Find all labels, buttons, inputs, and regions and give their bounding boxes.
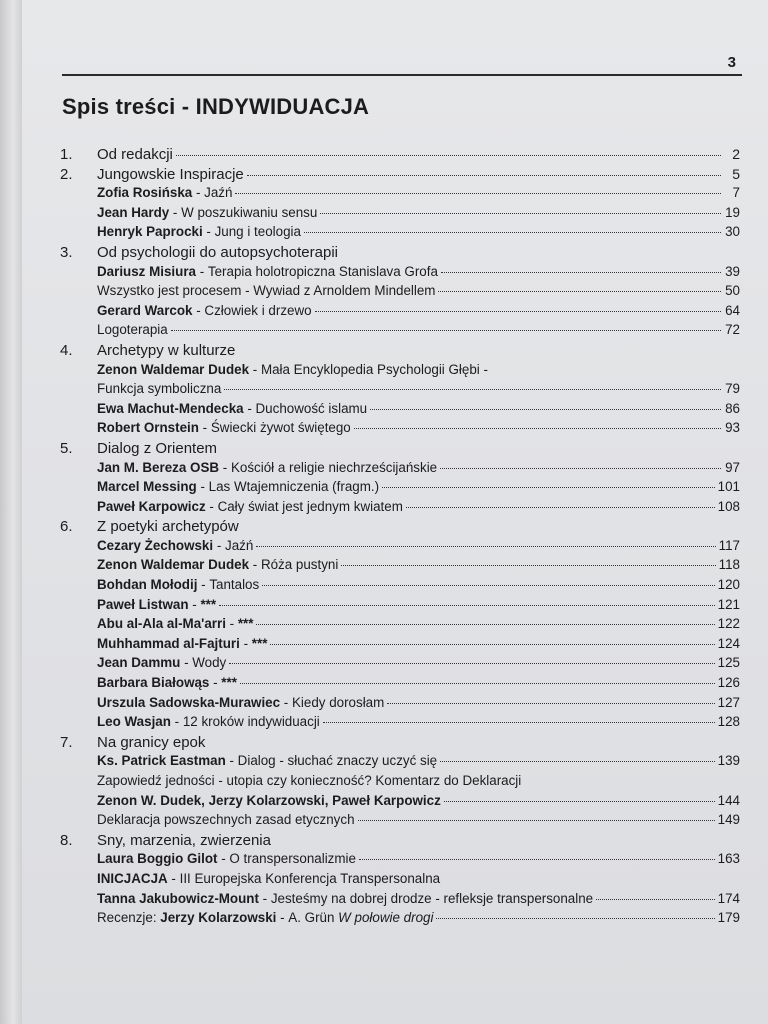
entry-page: 122 (717, 616, 740, 632)
entry-separator: - (239, 635, 252, 651)
toc-entry (60, 224, 740, 244)
toc-entry (60, 636, 740, 656)
entry-page: 64 (725, 302, 740, 318)
entry-author: Laura Boggio Gilot (97, 851, 218, 867)
entry-author: Paweł Listwan (97, 596, 189, 612)
entry-separator: - (249, 557, 261, 573)
entry-title: Człowiek i drzewo (204, 302, 312, 318)
toc-entry (60, 616, 740, 636)
dot-leader (219, 605, 715, 606)
entry-page: 179 (717, 910, 740, 926)
entry-page: 39 (725, 263, 740, 279)
section-number: 2. (60, 165, 73, 183)
entry-title: Mała Encyklopedia Psychologii Głębi - (260, 361, 488, 377)
entry-author: Zenon Waldemar Dudek (97, 557, 250, 573)
toc-section (60, 440, 740, 460)
entry-page: 127 (717, 694, 740, 710)
header-rule (62, 74, 742, 76)
section-number: 4. (60, 341, 73, 359)
toc-section (60, 832, 740, 852)
section-number: 3. (60, 243, 73, 261)
section-title: Archetypy w kulturze (97, 341, 236, 359)
entry-author: Jean Dammu (97, 655, 181, 671)
entry-separator: - (198, 420, 211, 436)
entry-separator: - (167, 870, 180, 886)
entry-page: 101 (717, 479, 740, 495)
toc-entry (60, 675, 740, 695)
entry-author: Zenon Waldemar Dudek (97, 361, 250, 377)
entry-separator: - (243, 400, 256, 416)
entry-title: Wszystko jest procesem - Wywiad z Arnoldem Mindellem (97, 283, 436, 299)
entry-separator: - (197, 577, 210, 593)
entry-page: 86 (725, 400, 740, 416)
entry-author: Jean Hardy (97, 204, 170, 220)
toc-entry (60, 773, 740, 793)
entry-title: *** (200, 596, 217, 612)
entry-title: Zapowiedź jedności - utopia czy konieczność? Komentarz do Deklaracji (97, 773, 522, 788)
entry-author: Zenon W. Dudek, Jerzy Kolarzowski, Paweł Karpowicz (97, 792, 441, 808)
dot-leader (441, 272, 721, 273)
dot-leader (438, 291, 721, 292)
book-page (22, 0, 768, 1024)
dot-leader (262, 585, 714, 586)
entry-title: W poszukiwaniu sensu (181, 204, 318, 220)
toc-entry (60, 577, 740, 597)
dot-leader (256, 624, 714, 625)
entry-italic-title: W połowie drogi (338, 910, 434, 926)
toc-section (60, 518, 740, 538)
dot-leader (596, 899, 715, 900)
section-title: Dialog z Orientem (97, 439, 218, 457)
entry-page: 79 (725, 381, 740, 397)
entry-separator: - (225, 753, 238, 769)
entry-title: Las Wtajemniczenia (fragm.) (208, 479, 380, 495)
entry-page: 108 (717, 498, 740, 514)
entry-title: Cały świat jest jednym kwiatem (217, 498, 403, 514)
toc-entry (60, 460, 740, 480)
toc-entry (60, 303, 740, 323)
toc-entry (60, 264, 740, 284)
entry-separator: - (217, 851, 230, 867)
entry-page: 7 (732, 185, 740, 201)
dot-leader (229, 663, 714, 664)
entry-author: Dariusz Misiura (97, 263, 196, 279)
dot-leader (341, 565, 715, 566)
entry-page: 50 (725, 283, 740, 299)
entry-author: Jan M. Bereza OSB (97, 459, 220, 475)
entry-title: *** (221, 675, 237, 691)
entry-author: Paweł Karpowicz (97, 498, 206, 514)
entry-separator: - (180, 655, 193, 671)
page-number: 3 (727, 54, 736, 71)
section-page: 2 (732, 146, 740, 162)
entry-title: Świecki żywot świętego (210, 420, 351, 436)
entry-title: Kiedy dorosłam (291, 694, 385, 710)
entry-separator: - (276, 910, 289, 926)
dot-leader (359, 859, 715, 860)
toc-entry (60, 695, 740, 715)
dot-leader (354, 428, 721, 429)
section-number: 8. (60, 831, 73, 849)
page-title: Spis treści - INDYWIDUACJA (62, 94, 370, 119)
toc-entry (60, 205, 740, 225)
entry-page: 93 (725, 420, 740, 436)
dot-leader (224, 389, 721, 390)
entry-author: Abu al-Ala al-Ma'arri (97, 616, 226, 632)
dot-leader (235, 193, 721, 194)
section-page: 5 (732, 165, 740, 182)
entry-title: *** (237, 616, 254, 632)
toc-entry (60, 557, 740, 577)
entry-page: 124 (717, 635, 740, 651)
entry-title: O transpersonalizmie (229, 851, 356, 867)
toc-entry (60, 362, 740, 382)
toc-entry (60, 891, 740, 911)
entry-title: A. Grün (288, 910, 335, 926)
toc-section (60, 244, 740, 264)
section-number: 5. (60, 439, 73, 457)
entry-separator: - (195, 263, 208, 279)
section-number: 7. (60, 733, 73, 751)
entry-title: Jung i teologia (214, 224, 301, 240)
entry-separator: - (219, 459, 231, 475)
toc-entry (60, 479, 740, 499)
entry-author: Henryk Paprocki (97, 224, 203, 240)
toc-entry (60, 910, 740, 930)
toc-entry (60, 793, 740, 813)
entry-page: 126 (717, 675, 740, 691)
dot-leader (387, 703, 714, 704)
toc-entry (60, 812, 740, 832)
entry-page: 128 (717, 714, 740, 730)
toc-section (60, 146, 740, 166)
book-spine-edge (0, 0, 23, 1024)
toc-entry (60, 185, 740, 205)
entry-page: 121 (717, 596, 740, 612)
section-number: 1. (60, 146, 73, 163)
entry-author: Tanna Jakubowicz-Mount (97, 890, 259, 906)
entry-page: 30 (725, 224, 740, 240)
entry-title: 12 kroków indywiduacji (182, 714, 320, 730)
entry-author: Cezary Żechowski (97, 537, 214, 553)
entry-separator: - (213, 537, 226, 553)
entry-page: 144 (717, 792, 740, 808)
entry-title: Dialog - słuchać znaczy uczyć się (237, 753, 438, 769)
entry-separator: - (170, 714, 183, 730)
dot-leader (270, 644, 714, 645)
toc-section (60, 166, 740, 186)
section-number: 6. (60, 518, 73, 536)
toc-section (60, 342, 740, 362)
entry-separator: - (258, 890, 271, 906)
toc-entry (60, 714, 740, 734)
entry-separator: - (225, 616, 238, 632)
toc-entry (60, 499, 740, 519)
toc-entry (60, 753, 740, 773)
dot-leader (315, 311, 721, 312)
toc-entry (60, 401, 740, 421)
toc-entry (60, 381, 740, 401)
dot-leader (304, 232, 721, 233)
entry-author: Ewa Machut-Mendecka (97, 400, 244, 416)
dot-leader (358, 820, 715, 821)
entry-author: Jerzy Kolarzowski (160, 910, 277, 926)
dot-leader (382, 487, 715, 488)
section-title: Jungowskie Inspiracje (97, 165, 244, 183)
section-title: Na granicy epok (97, 733, 206, 751)
dot-leader (436, 918, 714, 919)
dot-leader (444, 801, 715, 802)
toc-entry (60, 871, 740, 891)
entry-author: Ks. Patrick Eastman (97, 753, 226, 769)
entry-title: Terapia holotropiczna Stanislava Grofa (207, 263, 438, 279)
entry-page: 120 (717, 577, 740, 593)
dot-leader (256, 546, 715, 547)
entry-separator: - (205, 498, 218, 514)
entry-separator: - (209, 675, 222, 691)
table-of-contents (60, 146, 740, 930)
entry-page: 174 (717, 890, 740, 906)
entry-title: Jesteśmy na dobrej drodze - refleksje transpersonalne (270, 890, 594, 906)
entry-author: Leo Wasjan (97, 714, 171, 730)
toc-section (60, 734, 740, 754)
entry-page: 125 (717, 655, 740, 671)
toc-entry (60, 420, 740, 440)
entry-separator: - (280, 694, 292, 710)
entry-title: *** (251, 635, 268, 651)
dot-leader (323, 722, 715, 723)
entry-author: Muhhammad al-Fajturi (97, 635, 240, 651)
entry-author: INICJACJA (97, 870, 168, 886)
entry-title: Deklaracja powszechnych zasad etycznych (97, 812, 355, 828)
dot-leader (406, 507, 715, 508)
entry-author: Gerard Warcok (97, 302, 193, 318)
entry-separator: - (192, 302, 205, 318)
entry-separator: - (196, 479, 209, 495)
entry-page: 118 (718, 557, 740, 573)
entry-page: 163 (717, 851, 740, 867)
dot-leader (171, 330, 721, 331)
section-title: Z poetyki archetypów (97, 518, 239, 536)
dot-leader (370, 409, 721, 410)
entry-separator: - (188, 596, 201, 612)
entry-title: Jaźń (204, 185, 233, 201)
entry-title: Jaźń (225, 537, 254, 553)
entry-prefix: Recenzje: (97, 910, 161, 926)
section-title: Od psychologii do autopsychoterapii (97, 243, 338, 261)
entry-title: Wody (192, 655, 227, 671)
entry-author: Robert Ornstein (97, 420, 199, 436)
toc-entry (60, 597, 740, 617)
entry-page: 97 (725, 459, 740, 475)
entry-page: 139 (717, 753, 740, 769)
dot-leader (176, 155, 721, 156)
section-title: Od redakcji (97, 146, 173, 163)
toc-entry (60, 655, 740, 675)
entry-title: Funkcja symboliczna (97, 381, 222, 397)
entry-author: Marcel Messing (97, 479, 197, 495)
entry-separator: - (202, 224, 215, 240)
entry-title: III Europejska Konferencja Transpersonalna (179, 870, 441, 886)
entry-page: 149 (717, 812, 740, 828)
dot-leader (440, 468, 721, 469)
dot-leader (247, 175, 721, 176)
dot-leader (440, 761, 715, 762)
entry-author: Bohdan Mołodij (97, 577, 198, 593)
entry-page: 72 (725, 322, 740, 338)
entry-separator: - (169, 204, 182, 220)
toc-entry (60, 538, 740, 558)
dot-leader (320, 213, 721, 214)
toc-entry (60, 283, 740, 303)
entry-title: Tantalos (209, 577, 260, 593)
entry-title: Duchowość islamu (255, 400, 368, 416)
entry-author: Barbara Białowąs (97, 675, 210, 691)
entry-separator: - (249, 361, 261, 377)
entry-title: Logoterapia (97, 322, 168, 338)
toc-entry (60, 322, 740, 342)
toc-entry (60, 851, 740, 871)
section-title: Sny, marzenia, zwierzenia (97, 831, 271, 849)
entry-author: Zofia Rosińska (97, 185, 193, 201)
entry-title: Róża pustyni (260, 557, 339, 573)
entry-separator: - (192, 185, 205, 201)
dot-leader (240, 683, 715, 684)
entry-title: Kościół a religie niechrześcijańskie (230, 459, 438, 475)
entry-page: 19 (725, 204, 740, 220)
entry-page: 117 (718, 537, 740, 553)
entry-author: Urszula Sadowska-Murawiec (97, 694, 281, 710)
